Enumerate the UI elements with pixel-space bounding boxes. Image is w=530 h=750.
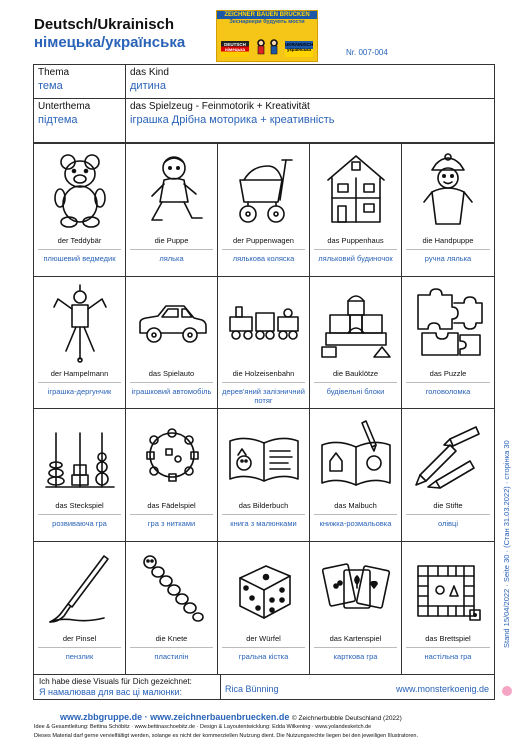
word-ua: гральна кістка [238, 651, 289, 661]
footer-license: Dieses Material darf gerne vervielfältigt werden, solange es nicht der kommerziellen Nutzung dient. Die Nutzungsrechte liegen bei den jeweiligen Illustratoren. [34, 733, 418, 739]
picture-book-icon [226, 415, 302, 495]
word-de: das Bilderbuch [238, 501, 289, 510]
vocab-card [34, 409, 126, 542]
footer-websites[interactable]: www.zbbgruppe.de · www.zeichnerbauenbruecken.de [60, 712, 290, 722]
unterthema-value-cell [126, 99, 495, 143]
thema-value: das Kind [130, 67, 169, 78]
word-de: das Brettspiel [425, 633, 471, 643]
word-ua: книжка-розмальовка [319, 519, 392, 528]
version-note: Stand 15/04/2022 · Seite 30 · (Стан 31.03.2022) · сторінка 30 [502, 440, 511, 648]
word-ua: пензлик [65, 651, 94, 661]
vocab-card [402, 277, 494, 410]
vocab-card [126, 409, 218, 542]
vocab-card [126, 542, 218, 675]
word-de: das Spielauto [148, 368, 195, 378]
page-title: Deutsch/Ukrainisch [34, 16, 175, 33]
word-de: der Teddybär [57, 236, 102, 245]
divider [406, 382, 490, 383]
word-ua: іграшковий автомобіль [131, 386, 212, 396]
thema-value-cell [126, 65, 495, 99]
word-de: das Puzzle [429, 368, 467, 378]
divider [38, 647, 121, 648]
page-subtitle: німецька/українська [34, 34, 186, 51]
vocab-card [34, 144, 126, 277]
thema-label-cell [34, 65, 126, 99]
word-de: die Knete [155, 633, 188, 643]
vocab-card [126, 277, 218, 410]
divider [130, 382, 213, 383]
word-de: das Malbuch [334, 501, 377, 510]
word-ua: лялька [159, 254, 184, 263]
topic-table [33, 64, 495, 143]
divider [222, 514, 305, 515]
vocab-card [310, 542, 402, 675]
word-ua: іграшка-дергунчик [47, 386, 112, 396]
logo-kids-icon [253, 37, 283, 57]
word-ua: книга з малюнками [230, 519, 297, 528]
divider [406, 249, 490, 250]
coloring-book-icon [318, 415, 394, 495]
footer-links [60, 712, 402, 722]
divider [220, 675, 221, 699]
teddy-bear-icon [42, 150, 118, 230]
puzzle-icon [410, 283, 486, 363]
unterthema-label: Unterthema [38, 101, 91, 112]
vocab-card [310, 277, 402, 410]
word-ua: гра з нитками [147, 519, 196, 528]
vocab-card [310, 409, 402, 542]
divider [130, 514, 213, 515]
word-ua: карткова гра [333, 651, 378, 661]
illustrator-credit [33, 675, 495, 700]
unterthema-value: das Spielzeug - Feinmotorik + Kreativität [130, 101, 310, 112]
toy-car-icon [134, 283, 210, 363]
lacing-beads-icon [134, 415, 210, 495]
thema-label: Thema [38, 67, 70, 78]
vocab-card [218, 542, 310, 675]
word-de: das Puppenhaus [327, 236, 384, 245]
thema-value-ua: дитина [130, 80, 166, 92]
zbb-logo [216, 10, 318, 62]
board-game-icon [410, 548, 486, 628]
word-de: die Holzeisenbahn [232, 368, 295, 378]
word-ua: дерев'яний залізничний потяг [222, 386, 305, 405]
crayons-icon [410, 415, 486, 495]
word-de: das Fädelspiel [147, 501, 196, 510]
divider [314, 514, 397, 515]
footer-copyright: © Zeichnerbubble Deutschland (2022) [291, 715, 402, 722]
word-de: der Hampelmann [50, 368, 109, 378]
word-ua: ручна лялька [424, 254, 472, 263]
divider [406, 647, 490, 648]
wooden-train-icon [226, 283, 302, 363]
word-de: das Kartenspiel [329, 633, 382, 643]
unterthema-label-cell [34, 99, 126, 143]
word-ua: розвиваюча гра [52, 519, 107, 528]
word-ua: лялькова коляска [232, 254, 295, 263]
divider [406, 514, 490, 515]
word-de: der Puppenwagen [233, 236, 294, 245]
divider [222, 249, 305, 250]
word-ua: головоломка [425, 386, 471, 396]
paintbrush-icon [42, 548, 118, 628]
divider [38, 382, 121, 383]
vocab-card [218, 409, 310, 542]
divider [130, 647, 213, 648]
vocab-card [402, 144, 494, 277]
illustrator-name: Rica Bünning [225, 684, 279, 694]
credit-de: Ich habe diese Visuals für Dich gezeichnet: [39, 677, 192, 686]
unterthema-label-ua: підтема [38, 114, 78, 126]
doll-pram-icon [226, 150, 302, 230]
word-de: das Steckspiel [55, 501, 104, 510]
vocab-card [34, 277, 126, 410]
divider [314, 249, 397, 250]
vocabulary-grid [33, 143, 495, 675]
word-de: die Puppe [154, 236, 189, 245]
vocab-card [402, 409, 494, 542]
dice-icon [226, 548, 302, 628]
divider [222, 647, 305, 648]
word-de: die Stifte [433, 501, 463, 510]
logo-title: ZEICHNER BAUEN BRÜCKEN [217, 11, 317, 19]
footer-credits: Idee & Gesamtleitung: Bettina Schöbitz · www.bettinaschoebitz.de · Design & Layoutentwicklung: Edda Wilkening · www.yolandesketch.de [34, 724, 372, 730]
jumping-jack-icon [42, 283, 118, 363]
logo-subtitle: Зеснарнери будують мости [229, 19, 305, 25]
decorative-dot [502, 686, 512, 696]
divider [38, 249, 121, 250]
credit-ua: Я намалював для вас ці малюнки: [39, 687, 182, 697]
logo-flag-ua: UKRAINISCH українська [285, 41, 313, 57]
vocab-card [218, 277, 310, 410]
word-de: der Pinsel [62, 633, 97, 643]
word-ua: ляльковий будиночок [318, 254, 393, 263]
logo-flag-de: DEUTSCH німецька [221, 41, 249, 57]
divider [314, 382, 397, 383]
vocab-card [402, 542, 494, 675]
dollhouse-icon [318, 150, 394, 230]
divider [38, 514, 121, 515]
hand-puppet-icon [410, 150, 486, 230]
divider [130, 249, 213, 250]
modeling-clay-icon [134, 548, 210, 628]
vocab-card [126, 144, 218, 277]
sheet-number: Nr. 007-004 [346, 48, 388, 57]
side-note-wrap [502, 440, 514, 750]
word-ua: настільна гра [424, 651, 472, 661]
word-ua: олівці [438, 519, 458, 528]
playing-cards-icon [318, 548, 394, 628]
word-ua: будівельні блоки [326, 386, 385, 396]
vocab-card [34, 542, 126, 675]
word-ua: пластилін [154, 651, 189, 661]
vocab-card [218, 144, 310, 277]
building-blocks-icon [318, 283, 394, 363]
doll-icon [134, 150, 210, 230]
vocab-card [310, 144, 402, 277]
word-de: die Bauklötze [332, 368, 379, 378]
word-de: die Handpuppe [422, 236, 474, 245]
thema-label-ua: тема [38, 80, 63, 92]
word-de: der Würfel [246, 633, 281, 643]
unterthema-value-ua: іграшка Дрібна моторика + креативність [130, 114, 335, 126]
divider [314, 647, 397, 648]
divider [222, 382, 305, 383]
word-ua: плюшевий ведмедик [43, 254, 116, 263]
stacking-toy-icon [42, 415, 118, 495]
illustrator-link[interactable]: www.monsterkoenig.de [395, 684, 489, 694]
